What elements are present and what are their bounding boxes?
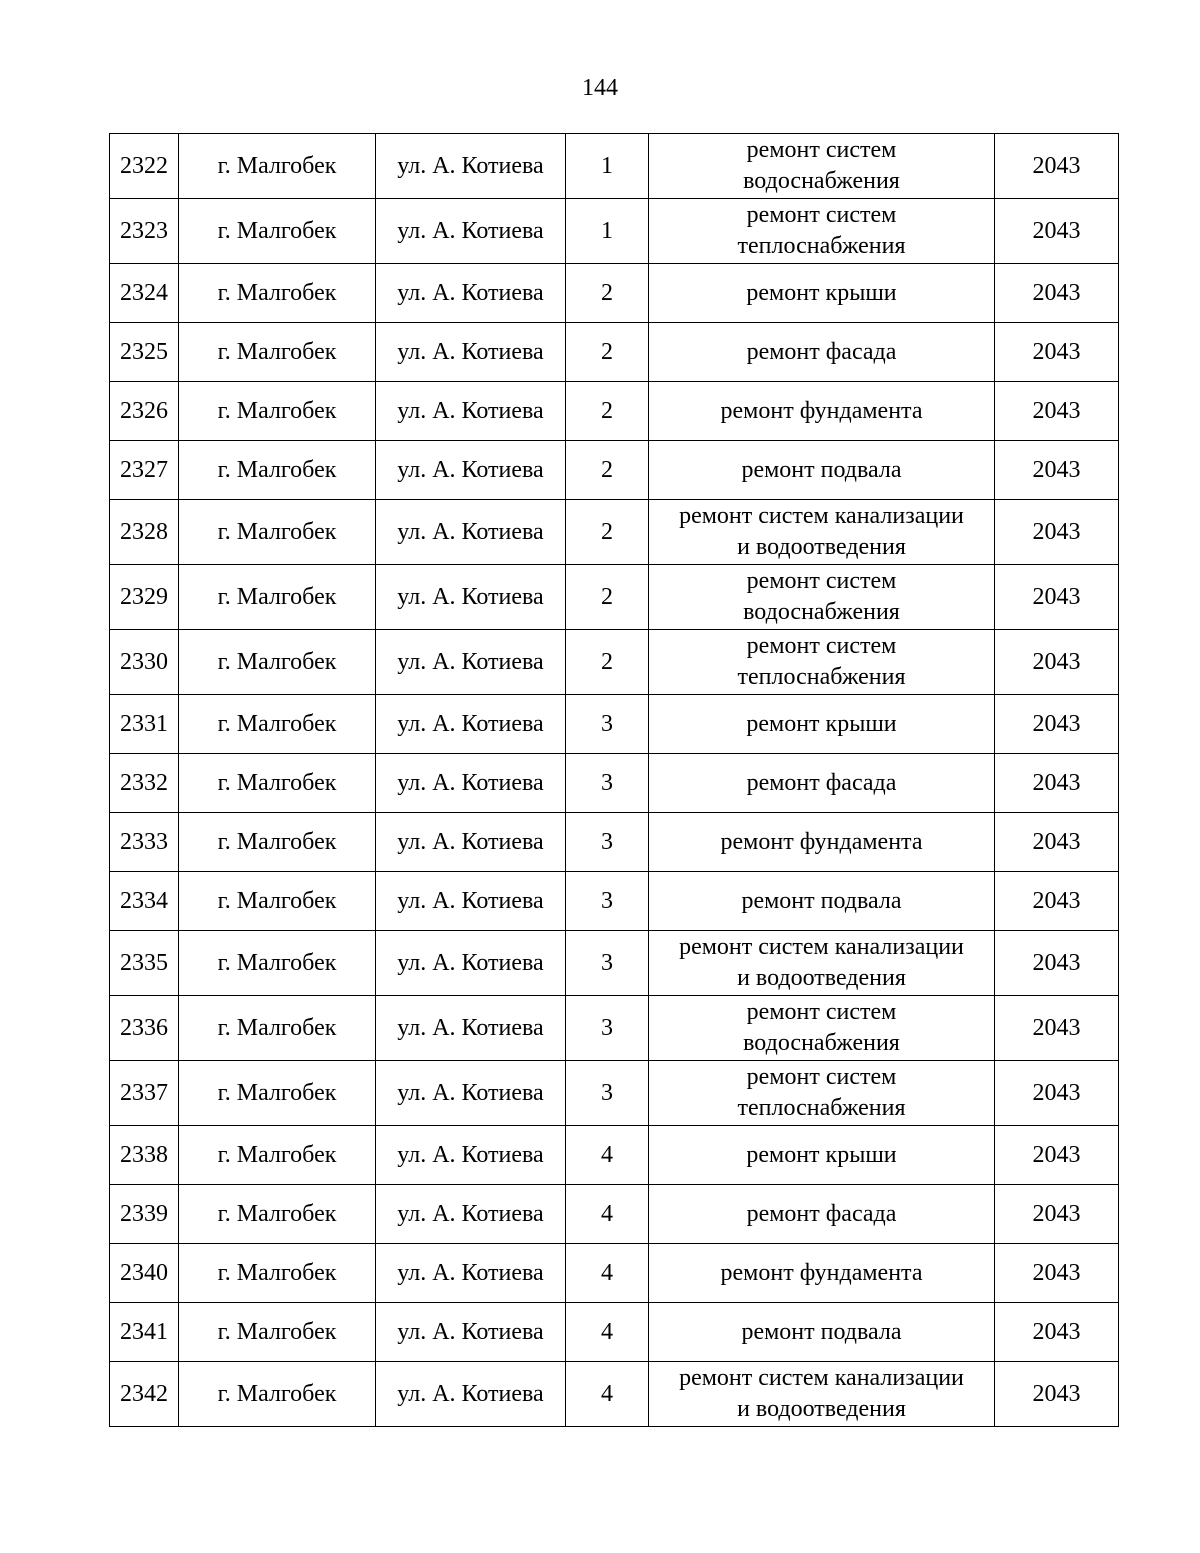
- row-number-cell: 2336: [110, 996, 179, 1061]
- table-body: [110, 134, 1119, 1427]
- street-cell: ул. А. Котиева: [376, 695, 566, 754]
- year-cell: 2043: [995, 1362, 1119, 1427]
- house-number-cell: 2: [566, 382, 649, 441]
- table-row: [110, 500, 1119, 565]
- table-row: [110, 872, 1119, 931]
- work-type-line: ремонт систем: [746, 568, 897, 594]
- work-type-cell: [649, 754, 995, 813]
- street-cell: ул. А. Котиева: [376, 441, 566, 500]
- table-row: [110, 323, 1119, 382]
- street-cell: ул. А. Котиева: [376, 1244, 566, 1303]
- row-number-cell: 2335: [110, 931, 179, 996]
- table-row: [110, 996, 1119, 1061]
- table-row: [110, 1126, 1119, 1185]
- row-number-cell: 2334: [110, 872, 179, 931]
- work-type-line: ремонт крыши: [746, 279, 897, 306]
- house-number-cell: 2: [566, 500, 649, 565]
- street-cell: ул. А. Котиева: [376, 264, 566, 323]
- page-number: 144: [582, 75, 618, 101]
- row-number-cell: 2332: [110, 754, 179, 813]
- work-type-cell: [649, 630, 995, 695]
- work-type-cell: [649, 500, 995, 565]
- street-cell: ул. А. Котиева: [376, 500, 566, 565]
- row-number-cell: 2341: [110, 1303, 179, 1362]
- row-number-cell: 2342: [110, 1362, 179, 1427]
- street-cell: ул. А. Котиева: [376, 1303, 566, 1362]
- work-type-cell: [649, 931, 995, 996]
- city-cell: г. Малгобек: [179, 695, 376, 754]
- work-type-line: водоснабжения: [743, 168, 900, 194]
- year-cell: 2043: [995, 199, 1119, 264]
- house-number-cell: 3: [566, 931, 649, 996]
- year-cell: 2043: [995, 565, 1119, 630]
- street-cell: ул. А. Котиева: [376, 630, 566, 695]
- city-cell: г. Малгобек: [179, 1362, 376, 1427]
- city-cell: г. Малгобек: [179, 134, 376, 199]
- work-type-line: ремонт подвала: [741, 1318, 902, 1345]
- row-number-cell: 2325: [110, 323, 179, 382]
- house-number-cell: 4: [566, 1244, 649, 1303]
- work-type-line: ремонт систем канализации: [679, 503, 964, 529]
- work-type-line: ремонт крыши: [746, 1141, 897, 1168]
- work-type-line: теплоснабжения: [737, 664, 906, 690]
- city-cell: г. Малгобек: [179, 931, 376, 996]
- year-cell: 2043: [995, 754, 1119, 813]
- work-type-line: ремонт систем: [746, 202, 897, 228]
- street-cell: ул. А. Котиева: [376, 134, 566, 199]
- street-cell: ул. А. Котиева: [376, 1126, 566, 1185]
- city-cell: г. Малгобек: [179, 264, 376, 323]
- house-number-cell: 4: [566, 1185, 649, 1244]
- house-number-cell: 4: [566, 1126, 649, 1185]
- street-cell: ул. А. Котиева: [376, 813, 566, 872]
- table-row: [110, 199, 1119, 264]
- row-number-cell: 2328: [110, 500, 179, 565]
- work-type-cell: [649, 1244, 995, 1303]
- city-cell: г. Малгобек: [179, 500, 376, 565]
- work-type-cell: [649, 134, 995, 199]
- house-number-cell: 3: [566, 754, 649, 813]
- work-type-line: теплоснабжения: [737, 233, 906, 259]
- city-cell: г. Малгобек: [179, 323, 376, 382]
- year-cell: 2043: [995, 695, 1119, 754]
- house-number-cell: 2: [566, 441, 649, 500]
- street-cell: ул. А. Котиева: [376, 872, 566, 931]
- year-cell: 2043: [995, 872, 1119, 931]
- city-cell: г. Малгобек: [179, 565, 376, 630]
- city-cell: г. Малгобек: [179, 199, 376, 264]
- table-row: [110, 630, 1119, 695]
- house-number-cell: 3: [566, 872, 649, 931]
- table-row: [110, 382, 1119, 441]
- work-type-cell: [649, 264, 995, 323]
- work-type-cell: [649, 1303, 995, 1362]
- table-row: [110, 754, 1119, 813]
- house-number-cell: 1: [566, 134, 649, 199]
- table-row: [110, 264, 1119, 323]
- work-type-cell: [649, 996, 995, 1061]
- year-cell: 2043: [995, 931, 1119, 996]
- year-cell: 2043: [995, 323, 1119, 382]
- row-number-cell: 2326: [110, 382, 179, 441]
- house-number-cell: 4: [566, 1303, 649, 1362]
- house-number-cell: 2: [566, 323, 649, 382]
- work-type-line: теплоснабжения: [737, 1095, 906, 1121]
- row-number-cell: 2329: [110, 565, 179, 630]
- work-type-cell: [649, 1185, 995, 1244]
- row-number-cell: 2323: [110, 199, 179, 264]
- city-cell: г. Малгобек: [179, 441, 376, 500]
- work-type-line: ремонт фундамента: [720, 397, 923, 424]
- city-cell: г. Малгобек: [179, 872, 376, 931]
- work-type-line: ремонт систем: [746, 633, 897, 659]
- repair-schedule-table: [109, 133, 1119, 1427]
- street-cell: ул. А. Котиева: [376, 1061, 566, 1126]
- year-cell: 2043: [995, 996, 1119, 1061]
- city-cell: г. Малгобек: [179, 382, 376, 441]
- work-type-line: ремонт крыши: [746, 710, 897, 737]
- work-type-cell: [649, 565, 995, 630]
- city-cell: г. Малгобек: [179, 1303, 376, 1362]
- table-row: [110, 1061, 1119, 1126]
- work-type-line: ремонт фундамента: [720, 1259, 923, 1286]
- table-row: [110, 441, 1119, 500]
- table-row: [110, 565, 1119, 630]
- year-cell: 2043: [995, 1185, 1119, 1244]
- work-type-cell: [649, 872, 995, 931]
- work-type-line: ремонт фасада: [746, 1200, 897, 1227]
- year-cell: 2043: [995, 1061, 1119, 1126]
- house-number-cell: 2: [566, 565, 649, 630]
- year-cell: 2043: [995, 1126, 1119, 1185]
- city-cell: г. Малгобек: [179, 1126, 376, 1185]
- street-cell: ул. А. Котиева: [376, 754, 566, 813]
- street-cell: ул. А. Котиева: [376, 323, 566, 382]
- work-type-line: и водоотведения: [737, 1396, 906, 1422]
- work-type-line: водоснабжения: [743, 599, 900, 625]
- work-type-line: ремонт систем: [746, 137, 897, 163]
- street-cell: ул. А. Котиева: [376, 931, 566, 996]
- house-number-cell: 3: [566, 1061, 649, 1126]
- work-type-cell: [649, 813, 995, 872]
- year-cell: 2043: [995, 382, 1119, 441]
- street-cell: ул. А. Котиева: [376, 565, 566, 630]
- city-cell: г. Малгобек: [179, 996, 376, 1061]
- row-number-cell: 2340: [110, 1244, 179, 1303]
- work-type-cell: [649, 1126, 995, 1185]
- work-type-cell: [649, 1362, 995, 1427]
- year-cell: 2043: [995, 813, 1119, 872]
- work-type-line: водоснабжения: [743, 1030, 900, 1056]
- year-cell: 2043: [995, 1244, 1119, 1303]
- street-cell: ул. А. Котиева: [376, 382, 566, 441]
- work-type-line: ремонт подвала: [741, 887, 902, 914]
- city-cell: г. Малгобек: [179, 1185, 376, 1244]
- city-cell: г. Малгобек: [179, 813, 376, 872]
- table-row: [110, 1244, 1119, 1303]
- house-number-cell: 4: [566, 1362, 649, 1427]
- year-cell: 2043: [995, 500, 1119, 565]
- year-cell: 2043: [995, 264, 1119, 323]
- row-number-cell: 2324: [110, 264, 179, 323]
- street-cell: ул. А. Котиева: [376, 996, 566, 1061]
- work-type-line: и водоотведения: [737, 534, 906, 560]
- city-cell: г. Малгобек: [179, 630, 376, 695]
- year-cell: 2043: [995, 630, 1119, 695]
- house-number-cell: 2: [566, 264, 649, 323]
- row-number-cell: 2331: [110, 695, 179, 754]
- row-number-cell: 2330: [110, 630, 179, 695]
- city-cell: г. Малгобек: [179, 1244, 376, 1303]
- house-number-cell: 1: [566, 199, 649, 264]
- work-type-cell: [649, 199, 995, 264]
- work-type-line: ремонт систем: [746, 999, 897, 1025]
- table-row: [110, 134, 1119, 199]
- table-row: [110, 1185, 1119, 1244]
- table-row: [110, 695, 1119, 754]
- table-row: [110, 813, 1119, 872]
- house-number-cell: 3: [566, 996, 649, 1061]
- work-type-line: ремонт подвала: [741, 456, 902, 483]
- house-number-cell: 3: [566, 813, 649, 872]
- row-number-cell: 2339: [110, 1185, 179, 1244]
- work-type-line: ремонт систем: [746, 1064, 897, 1090]
- row-number-cell: 2327: [110, 441, 179, 500]
- house-number-cell: 3: [566, 695, 649, 754]
- work-type-line: ремонт систем канализации: [679, 934, 964, 960]
- row-number-cell: 2322: [110, 134, 179, 199]
- table-row: [110, 1362, 1119, 1427]
- work-type-cell: [649, 441, 995, 500]
- row-number-cell: 2338: [110, 1126, 179, 1185]
- table-row: [110, 1303, 1119, 1362]
- work-type-cell: [649, 1061, 995, 1126]
- work-type-line: ремонт фасада: [746, 338, 897, 365]
- row-number-cell: 2337: [110, 1061, 179, 1126]
- street-cell: ул. А. Котиева: [376, 199, 566, 264]
- work-type-cell: [649, 323, 995, 382]
- work-type-line: ремонт фундамента: [720, 828, 923, 855]
- table-row: [110, 931, 1119, 996]
- year-cell: 2043: [995, 441, 1119, 500]
- street-cell: ул. А. Котиева: [376, 1362, 566, 1427]
- work-type-line: и водоотведения: [737, 965, 906, 991]
- year-cell: 2043: [995, 134, 1119, 199]
- house-number-cell: 2: [566, 630, 649, 695]
- city-cell: г. Малгобек: [179, 1061, 376, 1126]
- row-number-cell: 2333: [110, 813, 179, 872]
- work-type-line: ремонт фасада: [746, 769, 897, 796]
- city-cell: г. Малгобек: [179, 754, 376, 813]
- street-cell: ул. А. Котиева: [376, 1185, 566, 1244]
- year-cell: 2043: [995, 1303, 1119, 1362]
- work-type-line: ремонт систем канализации: [679, 1365, 964, 1391]
- work-type-cell: [649, 695, 995, 754]
- work-type-cell: [649, 382, 995, 441]
